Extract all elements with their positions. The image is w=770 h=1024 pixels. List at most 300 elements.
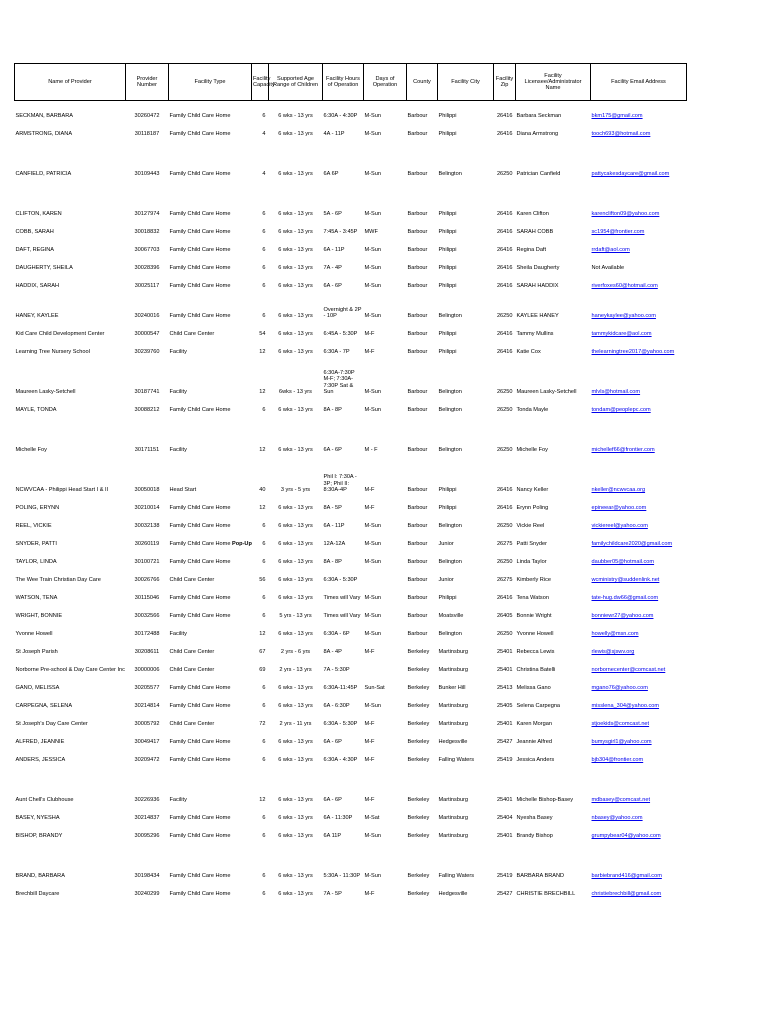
provider-number-cell [126, 839, 169, 879]
facility-type-cell [169, 253, 252, 271]
email-link[interactable]: nkeller@ncwvcaa.org [591, 486, 646, 493]
provider-name-text: SECKMAN, BARBARA [15, 112, 74, 119]
hours-cell [323, 655, 364, 673]
hours-cell [323, 637, 364, 655]
email-cell [591, 137, 687, 177]
city-text: Martinsburg [438, 666, 469, 673]
table-row [15, 565, 687, 583]
zip-cell [494, 637, 516, 655]
hours-cell [323, 253, 364, 271]
capacity-text: 6 [262, 112, 266, 119]
days-cell [364, 319, 407, 337]
zip-text: 25401 [496, 666, 513, 673]
hours-cell [323, 289, 364, 319]
provider-name-text: St Joseph's Day Care Center [15, 720, 88, 727]
email-link[interactable]: sc1954@frontier.com [591, 228, 645, 235]
age-range-cell [269, 691, 323, 709]
county-text: Barbour [407, 228, 428, 235]
hours-cell [323, 101, 364, 120]
age-range-text: 6 wks - 13 yrs [278, 210, 313, 217]
email-link[interactable]: christiebrechbill@gmail.com [591, 890, 662, 897]
provider-name-text: DAFT, REGINA [15, 246, 55, 253]
provider-name-text: Norborne Pre-school & Day Care Center Inc [15, 666, 125, 673]
table-row [15, 453, 687, 493]
email-link[interactable]: grumpybear04@yahoo.com [591, 832, 661, 839]
zip-cell [494, 395, 516, 413]
email-link[interactable]: mgano76@yahoo.com [591, 684, 648, 691]
provider-name-cell [15, 763, 126, 803]
facility-type-cell [169, 511, 252, 529]
days-text: M-Sun [364, 630, 381, 637]
email-cell [591, 413, 687, 453]
email-link[interactable]: karenclifton09@yahoo.com [591, 210, 660, 217]
provider-number-cell [126, 745, 169, 763]
city-text: Belington [438, 558, 462, 565]
capacity-cell [252, 637, 269, 655]
hours-text: 6A - 6P [323, 282, 342, 289]
zip-cell [494, 601, 516, 619]
city-text: Martinsburg [438, 796, 469, 803]
age-range-cell [269, 803, 323, 821]
county-text: Barbour [407, 282, 428, 289]
age-range-text: 6wks - 13 yrs [279, 388, 312, 395]
provider-name-cell [15, 691, 126, 709]
capacity-text: 6 [262, 612, 266, 619]
zip-cell [494, 583, 516, 601]
facility-type-text: Family Child Care Home [169, 702, 231, 709]
city-cell [438, 745, 494, 763]
capacity-cell [252, 119, 269, 137]
city-text: Martinsburg [438, 720, 469, 727]
admin-name-cell [516, 763, 591, 803]
capacity-text: 6 [262, 282, 266, 289]
capacity-text: 6 [262, 406, 266, 413]
capacity-cell [252, 763, 269, 803]
hours-cell [323, 355, 364, 395]
email-link[interactable]: tondam@peoplepc.com [591, 406, 651, 413]
county-text: Barbour [407, 348, 428, 355]
email-link[interactable]: epineear@yahoo.com [591, 504, 647, 511]
capacity-text: 6 [262, 756, 266, 763]
capacity-cell [252, 583, 269, 601]
capacity-text: 56 [259, 576, 266, 583]
email-cell [591, 547, 687, 565]
email-link[interactable]: bjb304@frontier.com [591, 756, 644, 763]
header-admin: Facility Licensee/Administrator Name [516, 64, 591, 101]
provider-number-text: 30240016 [134, 312, 160, 319]
facility-type-text: Family Child Care Home [169, 312, 231, 319]
city-cell [438, 529, 494, 547]
provider-name-text: BISHOP, BRANDY [15, 832, 63, 839]
county-text: Barbour [407, 112, 428, 119]
table-row [15, 655, 687, 673]
hours-text: 5:30A - 11:30P [323, 872, 361, 879]
provider-number-cell [126, 271, 169, 289]
table-row [15, 673, 687, 691]
provider-name-text: ALFRED, JEANNIE [15, 738, 65, 745]
provider-name-text: Learning Tree Nursery School [15, 348, 90, 355]
days-cell [364, 727, 407, 745]
provider-name-text: WRIGHT, BONNIE [15, 612, 63, 619]
header-county: County [407, 64, 438, 101]
zip-text: 26250 [496, 558, 513, 565]
county-text: Berkeley [407, 720, 430, 727]
email-link[interactable]: misslena_304@yahoo.com [591, 702, 660, 709]
zip-cell [494, 101, 516, 120]
capacity-text: 54 [259, 330, 266, 337]
email-cell [591, 271, 687, 289]
hours-text: 6:30A - 4:30P [323, 112, 358, 119]
table-row [15, 511, 687, 529]
capacity-text: 12 [259, 796, 266, 803]
hours-text: 6A - 6:30P [323, 702, 350, 709]
provider-number-text: 30118187 [134, 130, 160, 137]
admin-name-text: KAYLEE HANEY [516, 312, 559, 319]
provider-number-text: 30239760 [134, 348, 160, 355]
days-cell [364, 763, 407, 803]
days-text: M-F [364, 348, 375, 355]
days-cell [364, 395, 407, 413]
email-cell [591, 583, 687, 601]
county-cell [407, 763, 438, 803]
provider-name-cell [15, 355, 126, 395]
capacity-text: 6 [262, 558, 266, 565]
admin-name-text: Tena Watson [516, 594, 549, 601]
city-cell [438, 601, 494, 619]
zip-text: 26416 [496, 282, 513, 289]
provider-number-cell [126, 655, 169, 673]
provider-name-text: BASEY, NYESHA [15, 814, 60, 821]
county-text: Barbour [407, 576, 428, 583]
provider-number-text: 30000006 [134, 666, 160, 673]
age-range-cell [269, 655, 323, 673]
table-row [15, 253, 687, 271]
age-range-cell [269, 253, 323, 271]
email-link[interactable]: vickiereel@yahoo.com [591, 522, 648, 529]
hours-cell [323, 601, 364, 619]
hours-text: 6A - 6P [323, 796, 342, 803]
provider-number-text: 30208611 [134, 648, 160, 655]
admin-name-text: Karen Morgan [516, 720, 552, 727]
age-range-text: 6 wks - 13 yrs [278, 832, 313, 839]
capacity-cell [252, 691, 269, 709]
email-link[interactable]: bonniewr27@yahoo.com [591, 612, 654, 619]
email-cell [591, 119, 687, 137]
county-text: Barbour [407, 264, 428, 271]
provider-name-cell [15, 217, 126, 235]
provider-name-cell [15, 745, 126, 763]
hours-cell [323, 745, 364, 763]
table-row [15, 637, 687, 655]
facility-type-text: Facility [169, 446, 187, 453]
hours-text: 6A - 6P [323, 446, 342, 453]
provider-name-cell [15, 235, 126, 253]
facility-type-text: Family Child Care Home [169, 522, 231, 529]
zip-cell [494, 547, 516, 565]
provider-name-text: Aunt Chell's Clubhouse [15, 796, 74, 803]
admin-name-cell [516, 511, 591, 529]
age-range-text: 6 wks - 13 yrs [278, 522, 313, 529]
facility-type-text: Family Child Care Home [169, 540, 231, 547]
provider-name-cell [15, 839, 126, 879]
age-range-text: 6 wks - 13 yrs [278, 348, 313, 355]
days-text: M-Sun [364, 406, 381, 413]
email-link[interactable]: mdbasey@comcast.net [591, 796, 651, 803]
hours-cell [323, 493, 364, 511]
email-link[interactable]: mlvls@hotmail.com [591, 388, 641, 395]
provider-number-cell [126, 763, 169, 803]
days-cell [364, 879, 407, 897]
county-text: Barbour [407, 210, 428, 217]
hours-cell [323, 673, 364, 691]
admin-name-text: Michelle Foy [516, 446, 548, 453]
admin-name-text: Bonnie Wright [516, 612, 552, 619]
email-link[interactable]: michellef66@frontier.com [591, 446, 655, 453]
admin-name-text: Tammy Mullins [516, 330, 554, 337]
facility-type-text: Family Child Care Home [169, 282, 231, 289]
email-link[interactable]: haneykaylee@yahoo.com [591, 312, 656, 319]
days-text: M-Sun [364, 388, 381, 395]
table-row [15, 177, 687, 217]
age-range-text: 6 wks - 13 yrs [278, 684, 313, 691]
age-range-cell [269, 453, 323, 493]
capacity-cell [252, 601, 269, 619]
city-text: Junior [438, 540, 454, 547]
days-text: M-Sat [364, 814, 380, 821]
facility-type-cell [169, 691, 252, 709]
provider-number-text: 30172488 [134, 630, 160, 637]
days-cell [364, 745, 407, 763]
zip-text: 26416 [496, 246, 513, 253]
table-row [15, 763, 687, 803]
admin-name-text: BARBARA BRAND [516, 872, 565, 879]
county-cell [407, 253, 438, 271]
admin-name-cell [516, 413, 591, 453]
county-text: Barbour [407, 170, 428, 177]
capacity-cell [252, 453, 269, 493]
capacity-text: 6 [262, 738, 266, 745]
days-cell [364, 271, 407, 289]
email-link[interactable]: tammykidcare@aol.com [591, 330, 652, 337]
admin-name-cell [516, 217, 591, 235]
facility-type-text: Facility [169, 796, 187, 803]
admin-name-cell [516, 319, 591, 337]
email-link[interactable]: bkm175@gmail.com [591, 112, 643, 119]
table-row [15, 137, 687, 177]
email-link[interactable]: barbiebrand416@gmail.com [591, 872, 662, 879]
county-text: Barbour [407, 504, 428, 511]
county-cell [407, 547, 438, 565]
days-text: M-Sun [364, 558, 381, 565]
county-cell [407, 511, 438, 529]
admin-name-cell [516, 821, 591, 839]
facility-type-cell [169, 235, 252, 253]
capacity-cell [252, 821, 269, 839]
capacity-text: 12 [259, 388, 266, 395]
admin-name-text: Christina Batelli [516, 666, 556, 673]
table-row [15, 709, 687, 727]
city-text: Belington [438, 312, 462, 319]
county-text: Berkeley [407, 890, 430, 897]
days-cell [364, 337, 407, 355]
email-link[interactable]: riverfoxes60@hotmail.com [591, 282, 658, 289]
county-cell [407, 745, 438, 763]
provider-name-cell [15, 137, 126, 177]
email-link[interactable]: wcministry@suddenlink.net [591, 576, 660, 583]
provider-name-cell [15, 289, 126, 319]
provider-number-cell [126, 289, 169, 319]
age-range-cell [269, 289, 323, 319]
facility-type-cell [169, 137, 252, 177]
city-cell [438, 803, 494, 821]
email-cell [591, 453, 687, 493]
hours-text: 6:30A-11:45P [323, 684, 358, 691]
capacity-text: 12 [259, 504, 266, 511]
zip-text: 26416 [496, 330, 513, 337]
county-cell [407, 529, 438, 547]
age-range-text: 6 wks - 13 yrs [278, 130, 313, 137]
age-range-cell [269, 395, 323, 413]
provider-number-text: 30127974 [134, 210, 160, 217]
email-link[interactable]: bumysgirl1@yahoo.com [591, 738, 652, 745]
zip-cell [494, 655, 516, 673]
header-name: Name of Provider [15, 64, 126, 101]
days-text: M-F [364, 890, 375, 897]
provider-name-cell [15, 601, 126, 619]
city-text: Hedgesville [438, 738, 468, 745]
age-range-cell [269, 101, 323, 120]
provider-number-text: 30214814 [134, 702, 160, 709]
provider-name-cell [15, 655, 126, 673]
facility-type-text: Facility [169, 388, 187, 395]
city-text: Hedgesville [438, 890, 468, 897]
email-link[interactable]: rlewis@sjswv.org [591, 648, 635, 655]
days-cell [364, 177, 407, 217]
email-cell [591, 177, 687, 217]
age-range-text: 6 wks - 13 yrs [278, 312, 313, 319]
email-link[interactable]: daubber05@hotmail.com [591, 558, 655, 565]
facility-type-cell [169, 583, 252, 601]
table-row [15, 745, 687, 763]
days-text: M - F [364, 446, 378, 453]
admin-name-cell [516, 709, 591, 727]
days-text: M-F [364, 486, 375, 493]
header-city: Facility City [438, 64, 494, 101]
days-cell [364, 217, 407, 235]
admin-name-text: Melissa Gano [516, 684, 551, 691]
email-link[interactable]: tooch693@hotmail.com [591, 130, 651, 137]
capacity-cell [252, 413, 269, 453]
days-text: M-Sun [364, 872, 381, 879]
city-cell [438, 289, 494, 319]
city-cell [438, 879, 494, 897]
admin-name-cell [516, 119, 591, 137]
email-link[interactable]: familychildcare2020@gmail.com [591, 540, 673, 547]
days-text: M-Sun [364, 282, 381, 289]
capacity-cell [252, 803, 269, 821]
admin-name-cell [516, 745, 591, 763]
provider-name-cell [15, 101, 126, 120]
hours-text: 6:30A - 7P [323, 348, 350, 355]
admin-name-cell [516, 601, 591, 619]
provider-name-text: SNYDER, PATTI [15, 540, 57, 547]
facility-type-text: Family Child Care Home [169, 890, 231, 897]
facility-type-cell [169, 655, 252, 673]
email-cell [591, 253, 687, 271]
zip-text: 26416 [496, 228, 513, 235]
hours-text: 7A - 5P [323, 890, 342, 897]
email-link[interactable]: tate-hug.dw66@gmail.com [591, 594, 659, 601]
age-range-cell [269, 839, 323, 879]
provider-name-cell [15, 673, 126, 691]
provider-name-text: CLIFTON, KAREN [15, 210, 62, 217]
provider-number-text: 30240299 [134, 890, 160, 897]
admin-name-text: Yvonne Howell [516, 630, 554, 637]
facility-type-text: Family Child Care Home [169, 814, 231, 821]
county-cell [407, 337, 438, 355]
provider-name-text: Maureen Lasky-Setchell [15, 388, 76, 395]
facility-type-text: Child Care Center [169, 666, 215, 673]
provider-number-cell [126, 395, 169, 413]
zip-cell [494, 619, 516, 637]
age-range-cell [269, 493, 323, 511]
provider-name-text: Yvonne Howell [15, 630, 53, 637]
zip-text: 26250 [496, 170, 513, 177]
email-link[interactable]: rrdaft@aol.com [591, 246, 630, 253]
county-text: Barbour [407, 312, 428, 319]
days-text: M-Sun [364, 312, 381, 319]
email-link[interactable]: nbasey@yahoo.com [591, 814, 643, 821]
hours-text: 8A - 4P [323, 648, 342, 655]
email-cell [591, 395, 687, 413]
zip-cell [494, 337, 516, 355]
city-cell [438, 493, 494, 511]
email-link[interactable]: pattycakesdaycare@gmail.com [591, 170, 670, 177]
days-text: M-Sun [364, 594, 381, 601]
table-row [15, 601, 687, 619]
hours-cell [323, 763, 364, 803]
age-range-text: 6 wks - 13 yrs [278, 594, 313, 601]
email-link[interactable]: norbornecenter@comcast.net [591, 666, 666, 673]
county-cell [407, 673, 438, 691]
age-range-cell [269, 601, 323, 619]
provider-name-cell [15, 565, 126, 583]
facility-type-text: Facility [169, 348, 187, 355]
days-text: M-F [364, 504, 375, 511]
provider-name-text: COBB, SARAH [15, 228, 54, 235]
email-link[interactable]: stjoekids@comcast.net [591, 720, 650, 727]
hours-cell [323, 879, 364, 897]
age-range-cell [269, 709, 323, 727]
admin-name-text: Diana Armstrong [516, 130, 559, 137]
days-text: M-Sun [364, 832, 381, 839]
days-cell [364, 619, 407, 637]
admin-name-text: Brandy Bishop [516, 832, 553, 839]
city-cell [438, 655, 494, 673]
email-link[interactable]: howelly@msn.com [591, 630, 639, 637]
provider-number-text: 30187741 [134, 388, 160, 395]
table-row [15, 101, 687, 120]
provider-number-cell [126, 879, 169, 897]
zip-text: 25405 [496, 702, 513, 709]
zip-cell [494, 709, 516, 727]
zip-cell [494, 727, 516, 745]
county-text: Barbour [407, 330, 428, 337]
table-row [15, 583, 687, 601]
email-link[interactable]: thelearningtree2017@yahoo.com [591, 348, 675, 355]
capacity-cell [252, 529, 269, 547]
hours-text: 12A-12A [323, 540, 346, 547]
